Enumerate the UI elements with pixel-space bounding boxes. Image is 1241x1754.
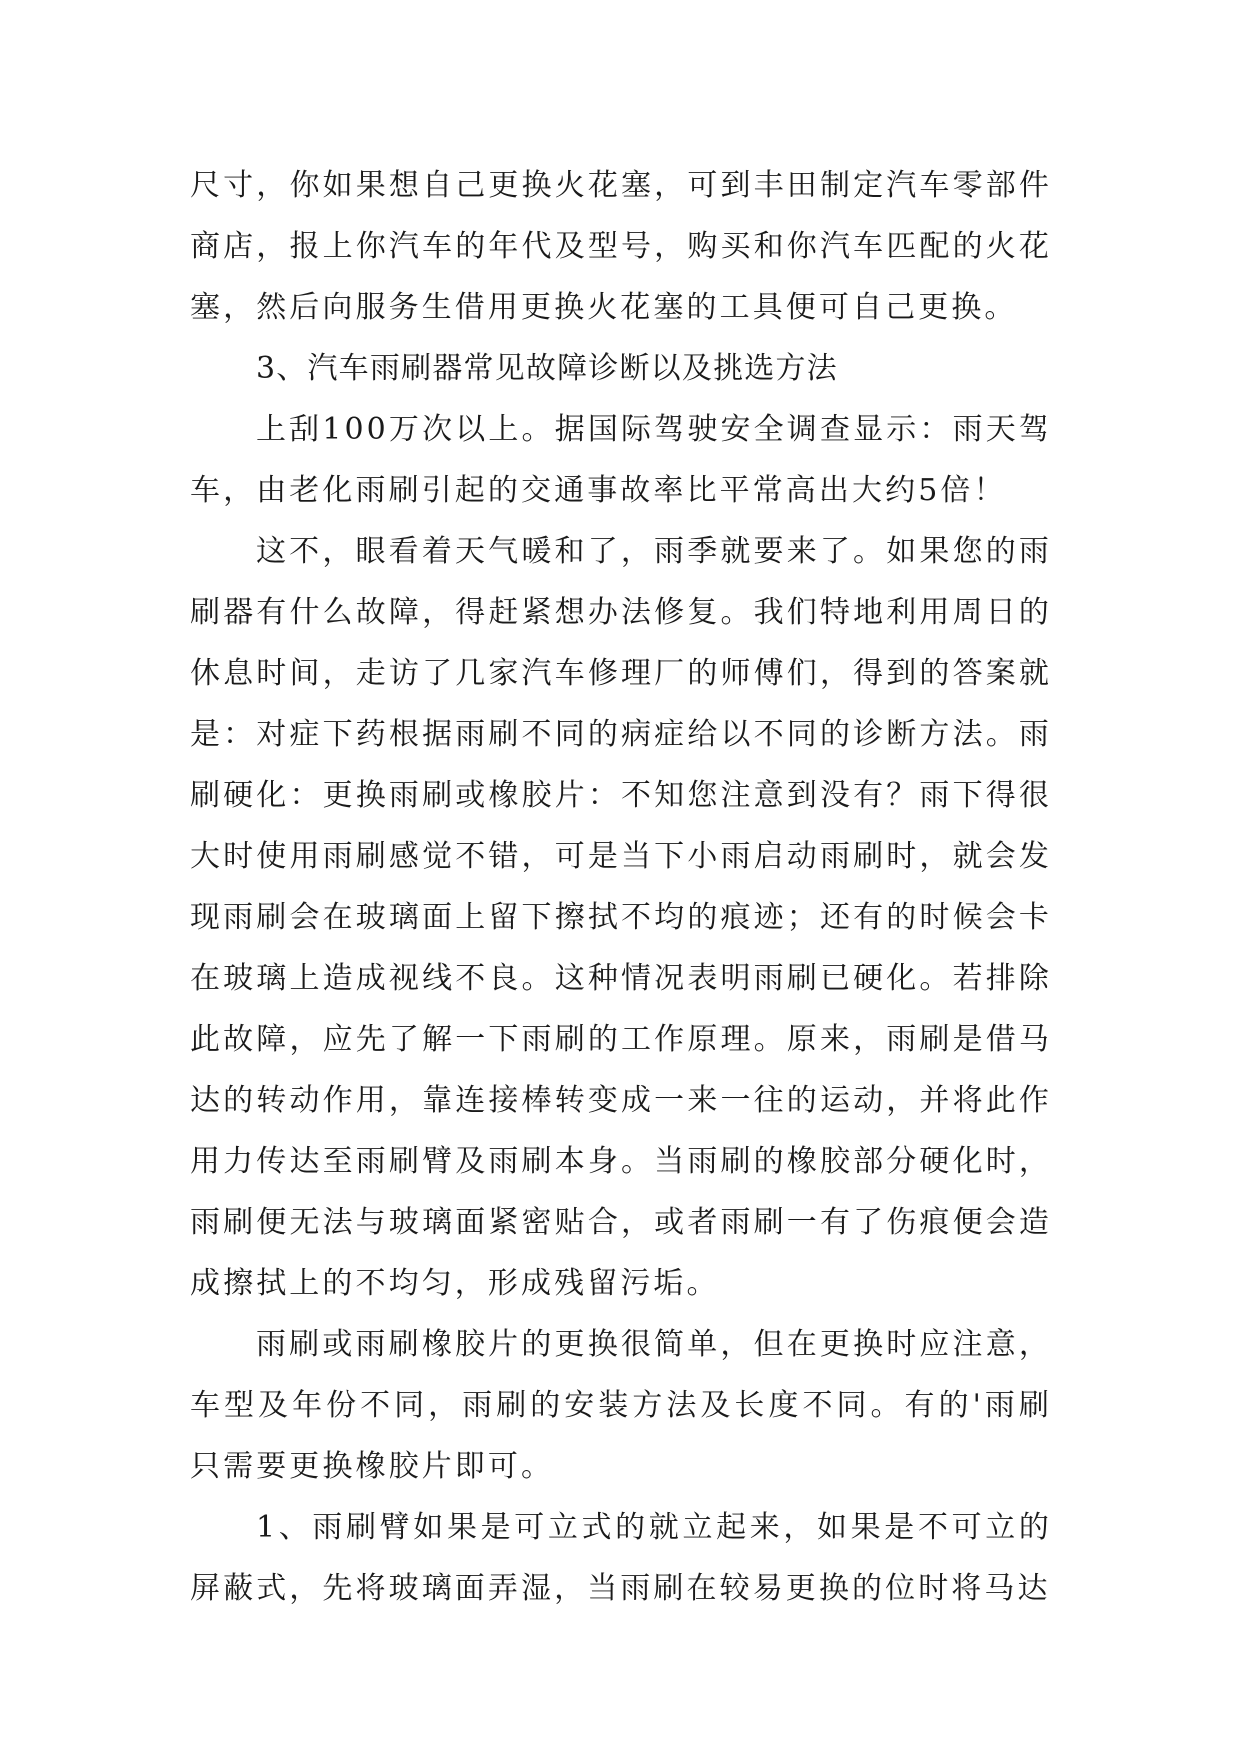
paragraph-wiper-replacement: 雨刷或雨刷橡胶片的更换很简单，但在更换时应注意，车型及年份不同，雨刷的安装方法及长度不同。有的'雨刷只需要更换橡胶片即可。 (190, 1327, 1052, 1484)
document-body (190, 155, 1052, 1619)
paragraph-wiper-diagnosis: 这不，眼看着天气暖和了，雨季就要来了。如果您的雨刷器有什么故障，得赶紧想办法修复。我们特地利用周日的休息时间，走访了几家汽车修理厂的师傅们，得到的答案就是：对症下药根据雨刷不同的病症给以不同的诊断方法。雨刷硬化：更换雨刷或橡胶片：不知您注意到没有？雨下得很大时使用雨刷感觉不错，可是当下小雨启动雨刷时，就会发现雨刷会在玻璃面上留下擦拭不均的痕迹；还有的时候会卡在玻璃上造成视线不良。这种情况表明雨刷已硬化。若排除此故障，应先了解一下雨刷的工作原理。原来，雨刷是借马达的转动作用，靠连接棒转变成一来一往的运动，并将此作用力传达至雨刷臂及雨刷本身。当雨刷的橡胶部分硬化时，雨刷便无法与玻璃面紧密贴合，或者雨刷一有了伤痕便会造成擦拭上的不均匀，形成残留污垢。 (190, 534, 1052, 1301)
paragraph-step-one: 1、雨刷臂如果是可立式的就立起来，如果是不可立的屏蔽式，先将玻璃面弄湿，当雨刷在较易更换的位时将马达 (190, 1510, 1052, 1606)
section-heading-wiper: 3、汽车雨刷器常见故障诊断以及挑选方法 (256, 351, 838, 386)
paragraph-spark-plug: 尺寸，你如果想自己更换火花塞，可到丰田制定汽车零部件商店，报上你汽车的年代及型号，购买和你汽车匹配的火花塞，然后向服务生借用更换火花塞的工具便可自己更换。 (190, 168, 1052, 325)
paragraph-wiper-statistics: 上刮100万次以上。据国际驾驶安全调查显示：雨天驾车，由老化雨刷引起的交通事故率比平常高出大约5倍！ (190, 412, 1052, 508)
